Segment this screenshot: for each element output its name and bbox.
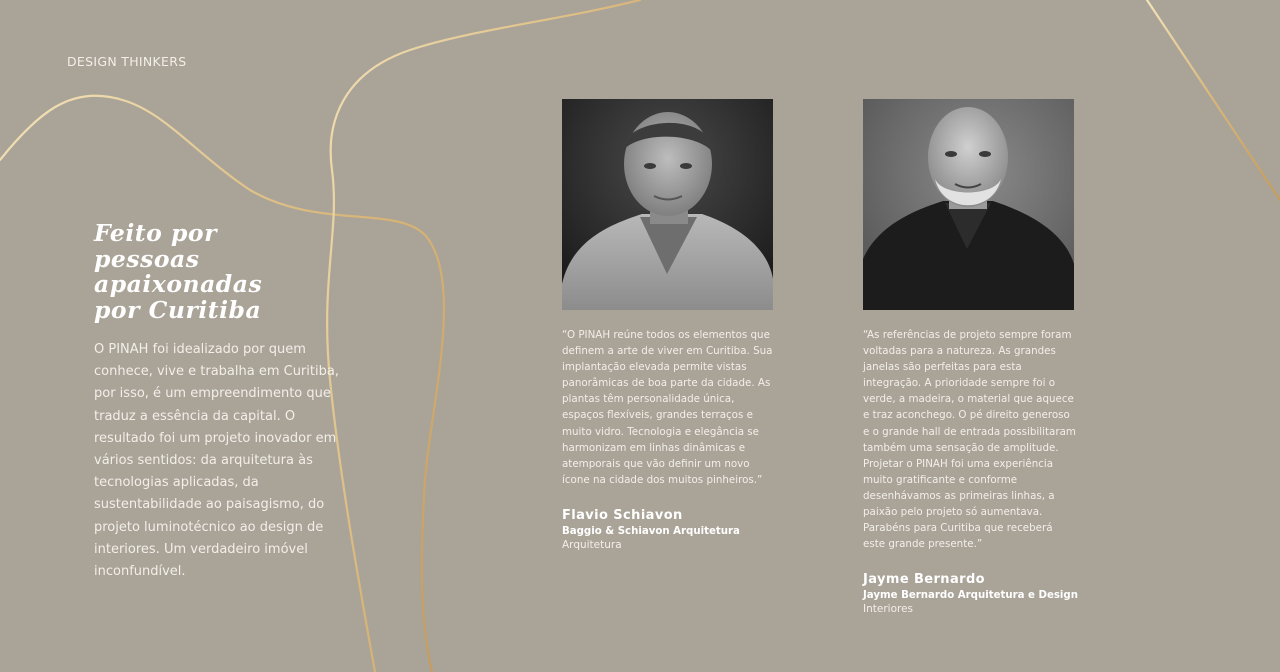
designer-name: Flavio Schiavon bbox=[562, 507, 683, 523]
designer-portrait bbox=[863, 99, 1074, 310]
designer-quote: “As referências de projeto sempre foram voltadas para a natureza. As grandes janelas são perfeitas para esta integração. A prioridade sempre foi o verde, a madeira, o material que aquece e traz aconchego. O pé direito generoso e o grande hall de entrada possibilitaram também uma sensação de amplitude. Projetar o PINAH foi uma experiência muito gratificante e conforme desenhávamos as primeiras linhas, a paixão pelo projeto só aumentava. Parabéns para Curitiba que receberá este grande presente.” bbox=[863, 329, 1076, 551]
designer-firm: Baggio & Schiavon Arquitetura bbox=[562, 525, 740, 537]
designer-portrait bbox=[562, 99, 773, 310]
intro-paragraph: O PINAH foi idealizado por quem conhece, vive e trabalha em Curitiba, por isso, é um empreendimento que traduz a essência da capital. O resultado foi um projeto inovador em vários sentidos: da arquitetura às tecnologias aplicadas, da sustentabilidade ao paisagismo, do projeto luminotécnico ao design de interiores. Um verdadeiro imóvel inconfundível. bbox=[94, 342, 339, 580]
headline-line: por Curitiba bbox=[94, 295, 262, 324]
designer-name: Jayme Bernardo bbox=[863, 572, 985, 588]
designer-role: Interiores bbox=[863, 603, 914, 616]
designer-firm: Jayme Bernardo Arquitetura e Design bbox=[863, 590, 1078, 602]
gold-line-right bbox=[1147, 0, 1280, 200]
designer-card bbox=[863, 99, 1077, 615]
section-eyebrow: DESIGN THINKERS bbox=[67, 54, 187, 69]
section-headline bbox=[94, 221, 294, 323]
headline-line: pessoas bbox=[94, 244, 200, 273]
headline-line: apaixonadas bbox=[94, 270, 263, 298]
designer-card bbox=[562, 99, 776, 551]
designer-role: Arquitetura bbox=[562, 538, 622, 551]
headline-line: Feito por bbox=[94, 219, 217, 247]
designer-quote: “O PINAH reúne todos os elementos que definem a arte de viver em Curitiba. Sua implantação elevada permite vistas panorâmicas de boa parte da cidade. As plantas têm personalidade única, espaços flexíveis, grandes terraços e muito vidro. Tecnologia e elegância se harmonizam em linhas dinâmicas e atemporais que vão definir um novo ícone na cidade dos muitos pinheiros.” bbox=[562, 329, 773, 486]
